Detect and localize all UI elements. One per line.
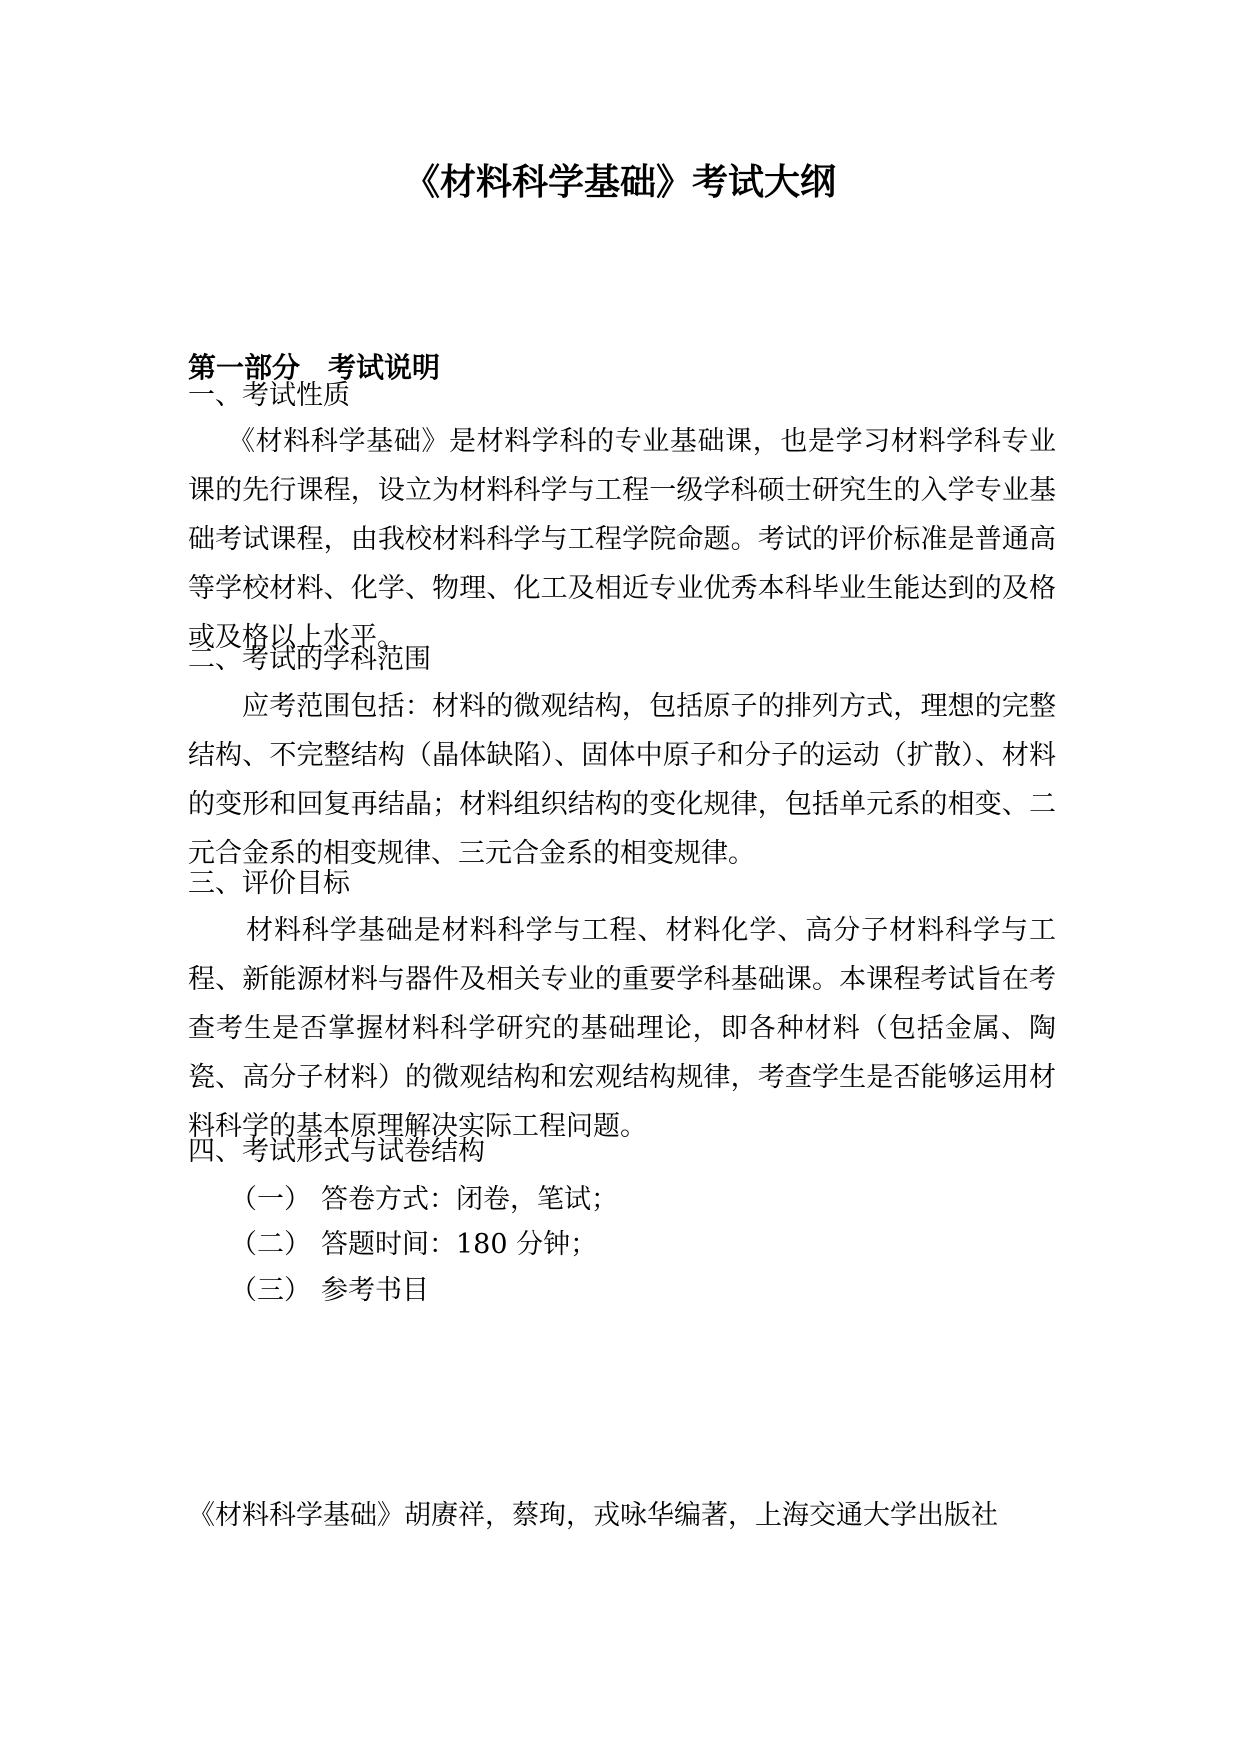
list-item-text: 参考书目 bbox=[321, 1275, 429, 1306]
list-item-text: 答题时间：180 分钟； bbox=[321, 1229, 598, 1260]
section-paragraph-scope: 应考范围包括：材料的微观结构，包括原子的排列方式，理想的完整结构、不完整结构（晶体缺陷）、固体中原子和分子的运动（扩散）、材料的变形和回复再结晶；材料组织结构的变化规律，包括单元系的相变、二元合金系的相变规律、三元合金系的相变规律。 bbox=[188, 691, 1056, 869]
section-heading-scope: 二、考试的学科范围 bbox=[188, 644, 431, 675]
reference-book: 《材料科学基础》胡赓祥，蔡珣，戎咏华编著，上海交通大学出版社 bbox=[188, 1500, 998, 1531]
list-item bbox=[230, 1180, 618, 1220]
list-item-number: （一） bbox=[230, 1184, 311, 1215]
document-title: 《材料科学基础》考试大纲 bbox=[403, 162, 836, 203]
section-heading-nature: 一、考试性质 bbox=[188, 380, 350, 411]
list-item-number: （二） bbox=[230, 1229, 311, 1260]
section-heading-goals: 三、评价目标 bbox=[188, 868, 350, 899]
list-item-number: （三） bbox=[230, 1275, 311, 1306]
part-label: 第一部分 bbox=[188, 351, 301, 384]
part-title: 考试说明 bbox=[328, 351, 441, 384]
list-item bbox=[230, 1271, 429, 1311]
section-paragraph-goals: 材料科学基础是材料科学与工程、材料化学、高分子材料科学与工程、新能源材料与器件及相关专业的重要学科基础课。本课程考试旨在考查考生是否掌握材料科学研究的基础理论，即各种材料（包括金属、陶瓷、高分子材料）的微观结构和宏观结构规律，考查学生是否能够运用材料科学的基本原理解决实际工程问题。 bbox=[188, 915, 1056, 1142]
list-item-text: 答卷方式：闭卷，笔试； bbox=[321, 1184, 618, 1215]
section-heading-format: 四、考试形式与试卷结构 bbox=[188, 1136, 485, 1167]
list-item bbox=[230, 1225, 597, 1265]
section-paragraph-nature: 《材料科学基础》是材料学科的专业基础课，也是学习材料学科专业课的先行课程，设立为材料科学与工程一级学科硕士研究生的入学专业基础考试课程，由我校材料科学与工程学院命题。考试的评价标准是普通高等学校材料、化学、物理、化工及相近专业优秀本科毕业生能达到的及格或及格以上水平。 bbox=[188, 426, 1056, 653]
